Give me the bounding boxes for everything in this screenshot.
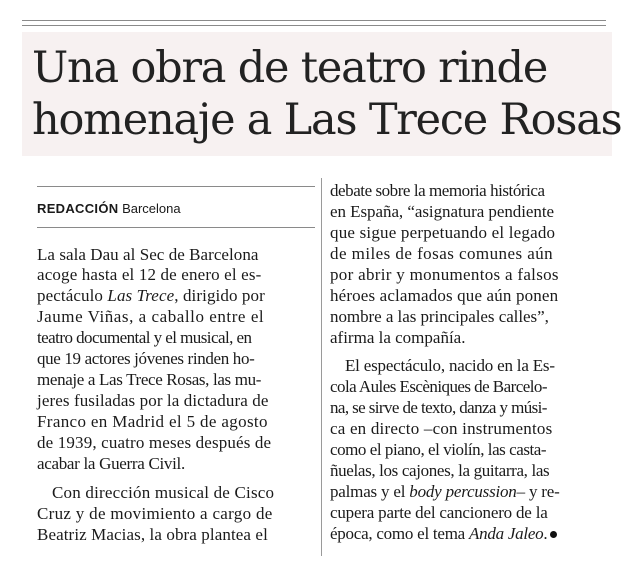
- column-divider: [321, 178, 322, 556]
- paragraph-line: de 1939, cuatro meses después de: [37, 433, 272, 452]
- headline-block: [22, 32, 622, 156]
- paragraph-line: jeres fusiladas por la dictadura de: [37, 391, 269, 410]
- end-of-article-dot-icon: [550, 531, 557, 538]
- paragraph-line: ca en directo –con instrumentos: [330, 419, 553, 438]
- text-run: – y re-: [516, 482, 560, 501]
- byline-location: Barcelona: [122, 201, 181, 216]
- body-percussion-italic: body percussion: [409, 482, 517, 501]
- text-run: época, como el tema: [330, 524, 469, 543]
- paragraph-line: héroes aclamados que aún ponen: [330, 286, 559, 305]
- text-run: pectáculo: [37, 286, 108, 305]
- text-run: palmas y el: [330, 482, 410, 501]
- paragraph-line: [37, 286, 265, 306]
- paragraph-line: Jaume Viñas, a caballo entre el: [37, 307, 265, 326]
- paragraph-line: El espectáculo, nacido en la Es-: [345, 356, 555, 375]
- paragraph-line: ñuelas, los cajones, la guitarra, las: [330, 461, 550, 480]
- left-column-top-rule: [37, 186, 315, 187]
- paragraph-line: teatro documental y el musical, en: [37, 328, 252, 347]
- byline-author: REDACCIÓN: [37, 201, 119, 216]
- paragraph-line: afirma la compañía.: [330, 328, 466, 347]
- paragraph-line: acoge hasta el 12 de enero el es-: [37, 265, 262, 284]
- paragraph-line: por abrir y monumentos a falsos: [330, 265, 559, 284]
- paragraph-line: de miles de fosas comunes aún: [330, 244, 554, 263]
- paragraph-line: [330, 482, 560, 502]
- paragraph-line: como el piano, el violín, las casta-: [330, 440, 547, 459]
- paragraph-line: Con dirección musical de Cisco: [52, 483, 275, 502]
- song-title-italic: Anda Jaleo: [468, 524, 544, 543]
- paragraph-line: acabar la Guerra Civil.: [37, 454, 185, 473]
- paragraph-line: menaje a Las Trece Rosas, las mu-: [37, 370, 262, 389]
- byline: [37, 201, 181, 216]
- top-rule: [22, 20, 606, 21]
- text-run: .: [543, 524, 548, 543]
- paragraph-line: debate sobre la memoria histórica: [330, 181, 545, 200]
- paragraph-line: cola Aules Escèniques de Barcelo-: [330, 377, 547, 396]
- paragraph-line: Cruz y de movimiento a cargo de: [37, 504, 273, 523]
- paragraph-line: en España, “asignatura pendiente: [330, 202, 555, 221]
- paragraph-line: [330, 524, 557, 544]
- top-rule-second: [22, 25, 606, 26]
- headline-line-1: Una obra de teatro rinde: [32, 43, 548, 93]
- byline-bottom-rule: [37, 227, 315, 228]
- paragraph-line: Franco en Madrid el 5 de agosto: [37, 412, 268, 431]
- paragraph-line: cupera parte del cancionero de la: [330, 503, 548, 522]
- text-run: , dirigido por: [174, 286, 265, 305]
- paragraph-line: La sala Dau al Sec de Barcelona: [37, 245, 259, 264]
- paragraph-line: Beatriz Macias, la obra plantea el: [37, 525, 268, 544]
- show-title-italic: Las Trece: [107, 286, 175, 305]
- paragraph-line: na, se sirve de texto, danza y músi-: [330, 398, 547, 417]
- headline-line-2: homenaje a Las Trece Rosas: [32, 95, 622, 145]
- paragraph-line: que sigue perpetuando el legado: [330, 223, 556, 242]
- paragraph-line: nombre a las principales calles”,: [330, 307, 549, 326]
- paragraph-line: que 19 actores jóvenes rinden ho-: [37, 349, 255, 368]
